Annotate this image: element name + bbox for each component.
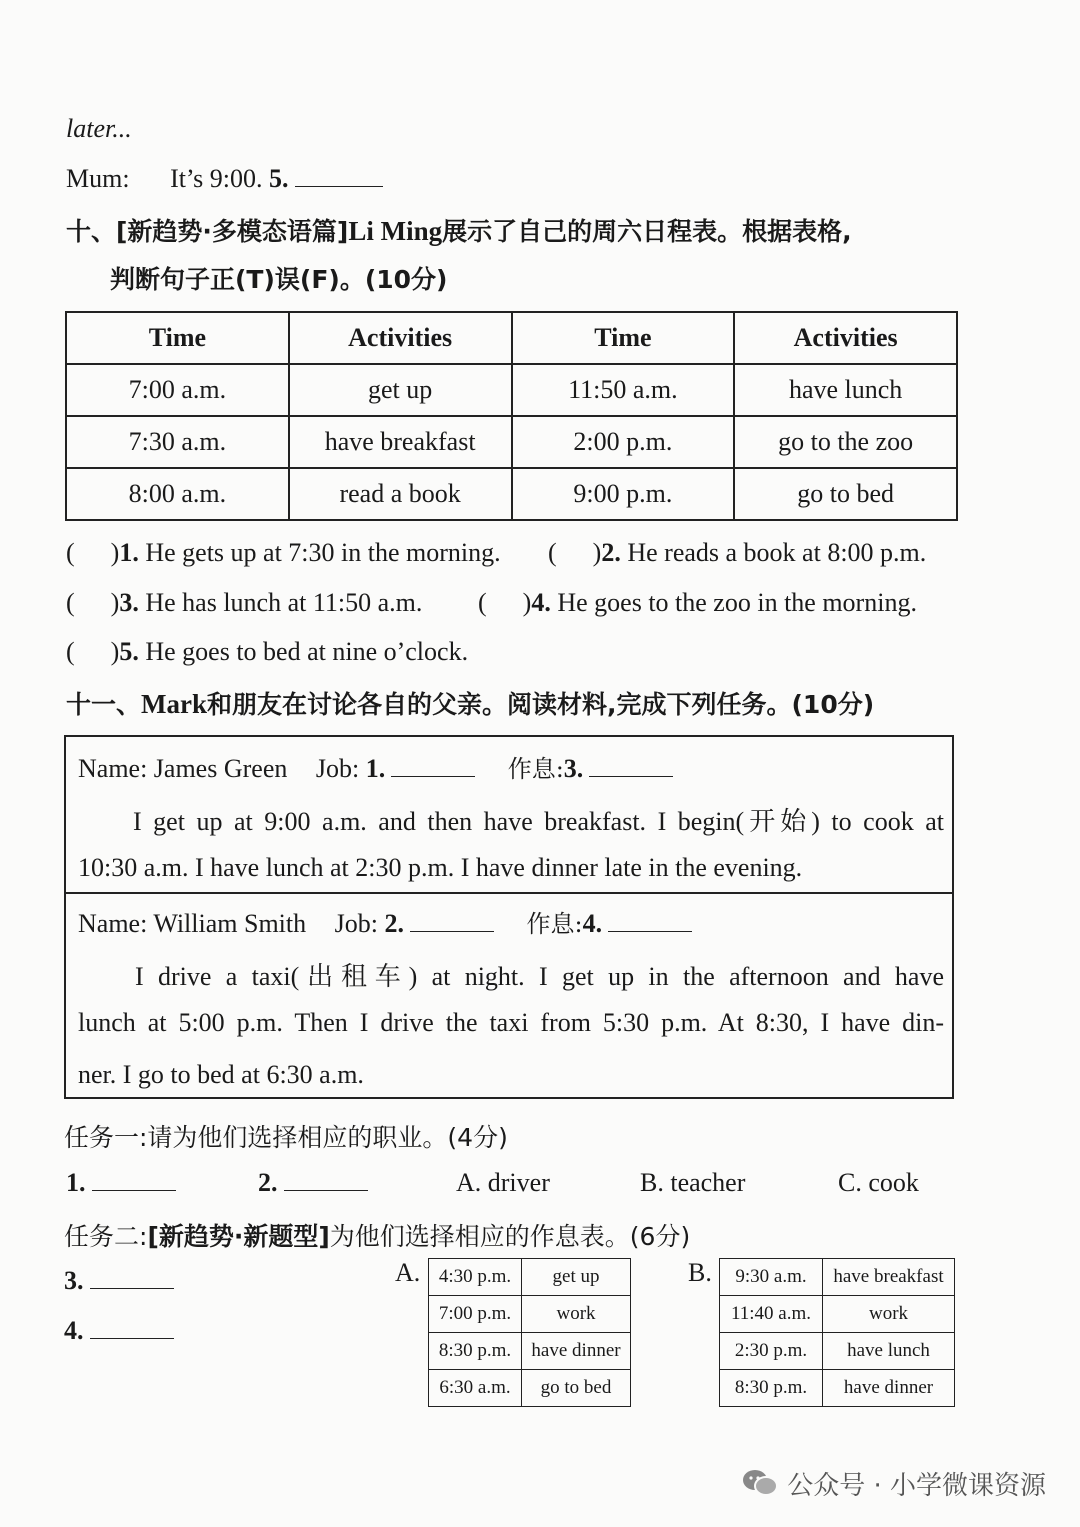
table-cell: 8:30 p.m. [429,1333,522,1370]
table-cell: 6:30 a.m. [429,1370,522,1407]
divider [66,892,952,894]
table-cell: 4:30 p.m. [429,1259,522,1296]
table-cell: work [522,1296,631,1333]
question-5-number: 5. [269,164,289,193]
table-cell: 8:00 a.m. [66,468,289,520]
question-number: 2. [258,1168,278,1197]
task1-answer-2 [258,1168,368,1198]
tf-question-2: ( )2. He reads a book at 8:00 p.m. [548,538,927,567]
person2-header [78,904,692,939]
task1-title: 任务一:请为他们选择相应的职业。(4分) [64,1123,508,1152]
mum-text: It’s 9:00. [170,164,263,193]
header-cell: Activities [289,312,512,364]
heading-name: Li Ming [348,216,443,246]
tf-question-1: ( )1. He gets up at 7:30 in the morning. [66,538,501,567]
question-number: 1. [66,1168,86,1197]
answer-blank[interactable] [92,1170,176,1191]
person2-line2: lunch at 5:00 p.m. Then I drive the taxi from 5:30 p.m. At 8:30, I have din- [78,1008,944,1037]
section-11-heading [66,685,874,721]
header-cell: Time [66,312,289,364]
passage-box [64,735,954,1099]
task2-prefix: 任务二: [64,1222,148,1251]
task2-tag: [新趋势·新题型] [147,1222,330,1251]
table-cell: 7:30 a.m. [66,416,289,468]
job-label: Job: [315,754,360,783]
question-number: 3. [64,1266,84,1295]
table-row [429,1370,631,1407]
watermark-text: 公众号 · 小学微课资源 [787,1471,1046,1501]
mum-line [66,164,383,194]
section-10-heading-line2: 判断句子正(T)误(F)。(10分) [110,265,448,294]
answer-blank[interactable] [90,1268,174,1289]
question-text: He goes to the zoo in the morning. [557,588,917,617]
table-cell: have dinner [522,1333,631,1370]
question-number: 4. [64,1316,84,1345]
heading-rest: 和朋友在讨论各自的父亲。阅读材料,完成下列任务。(10分) [207,690,875,719]
heading-name: Mark [141,689,207,719]
person1-line1: I get up at 9:00 a.m. and then have breakfast. I begin(开始) to cook at [133,807,944,836]
question-text: He has lunch at 11:50 a.m. [145,588,423,617]
person1-header [78,749,673,784]
person1-name: Name: James Green [78,754,288,783]
task2-rest: 为他们选择相应的作息表。(6分) [329,1222,691,1251]
table-row [429,1296,631,1333]
routine-answer-blank[interactable] [589,756,673,777]
table-row [720,1370,955,1407]
table-cell: get up [289,364,512,416]
question-number: 5. [119,637,139,666]
answer-blank[interactable] [90,1318,174,1339]
heading-rest: 展示了自己的周六日程表。根据表格, [442,217,852,246]
person2-line1: I drive a taxi(出租车) at night. I get up in the afternoon and have [135,962,944,991]
section-10-heading [66,212,852,248]
table-cell: have dinner [823,1370,955,1407]
table-cell: 9:00 p.m. [512,468,735,520]
table-cell: have lunch [734,364,957,416]
person2-name: Name: William Smith [78,909,307,938]
heading-prefix: 十一、 [66,690,142,719]
table-cell: read a book [289,468,512,520]
job-number: 1. [365,754,386,783]
watermark [741,1465,1046,1505]
table-cell: 8:30 p.m. [720,1370,823,1407]
table-cell: 7:00 a.m. [66,364,289,416]
mum-speaker: Mum: [66,164,130,193]
table-cell: go to the zoo [734,416,957,468]
person1-line2: 10:30 a.m. I have lunch at 2:30 p.m. I have dinner late in the evening. [78,853,803,882]
table-row [66,364,957,416]
header-cell: Activities [734,312,957,364]
table-cell: 11:40 a.m. [720,1296,823,1333]
routine-table-a [428,1258,631,1407]
table-row [429,1333,631,1370]
question-number: 4. [531,588,551,617]
table-cell: 11:50 a.m. [512,364,735,416]
table-row [66,416,957,468]
tf-question-4: ( )4. He goes to the zoo in the morning. [478,588,917,617]
heading-prefix: 十、[新趋势·多模态语篇] [66,217,349,246]
person2-line3: ner. I go to bed at 6:30 a.m. [78,1060,364,1089]
question-text: He goes to bed at nine o’clock. [145,637,469,666]
question-number: 1. [119,538,139,567]
option-b: B. teacher [640,1168,746,1197]
table-a-label: A. [395,1258,421,1287]
task2-answer-4 [64,1316,174,1346]
table-row [720,1296,955,1333]
table-b-label: B. [688,1258,712,1287]
table-row [720,1333,955,1370]
answer-blank[interactable] [295,166,383,187]
question-text: He gets up at 7:30 in the morning. [145,538,501,567]
header-cell: Time [512,312,735,364]
later-text: later... [66,114,132,143]
table-header-row [66,312,957,364]
routine-label: 作息: [507,755,564,783]
tf-question-5: ( )5. He goes to bed at nine o’clock. [66,637,469,666]
option-a: A. driver [456,1168,550,1197]
routine-answer-blank[interactable] [608,911,692,932]
job-label: Job: [334,909,378,938]
question-number: 3. [119,588,139,617]
question-text: He reads a book at 8:00 p.m. [627,538,927,567]
routine-number: 3. [563,754,584,783]
table-cell: have lunch [823,1333,955,1370]
tf-question-3: ( )3. He has lunch at 11:50 a.m. [66,588,423,617]
schedule-table [65,311,958,521]
table-row [66,468,957,520]
table-cell: get up [522,1259,631,1296]
table-cell: have breakfast [289,416,512,468]
table-row [429,1259,631,1296]
job-answer-blank[interactable] [410,911,494,932]
table-cell: 9:30 a.m. [720,1259,823,1296]
task1-answers [66,1168,176,1198]
wechat-icon [741,1468,779,1505]
question-number: 2. [601,538,621,567]
table-row [720,1259,955,1296]
routine-table-b [719,1258,955,1407]
routine-number: 4. [582,909,603,938]
table-cell: go to bed [734,468,957,520]
table-cell: go to bed [522,1370,631,1407]
table-cell: work [823,1296,955,1333]
job-answer-blank[interactable] [391,756,475,777]
routine-label: 作息: [526,910,583,938]
option-c: C. cook [838,1168,919,1197]
job-number: 2. [384,909,404,938]
table-cell: have breakfast [823,1259,955,1296]
table-cell: 2:00 p.m. [512,416,735,468]
task2-title [64,1217,690,1253]
table-cell: 2:30 p.m. [720,1333,823,1370]
task2-answer-3 [64,1266,174,1296]
table-cell: 7:00 p.m. [429,1296,522,1333]
answer-blank[interactable] [284,1170,368,1191]
